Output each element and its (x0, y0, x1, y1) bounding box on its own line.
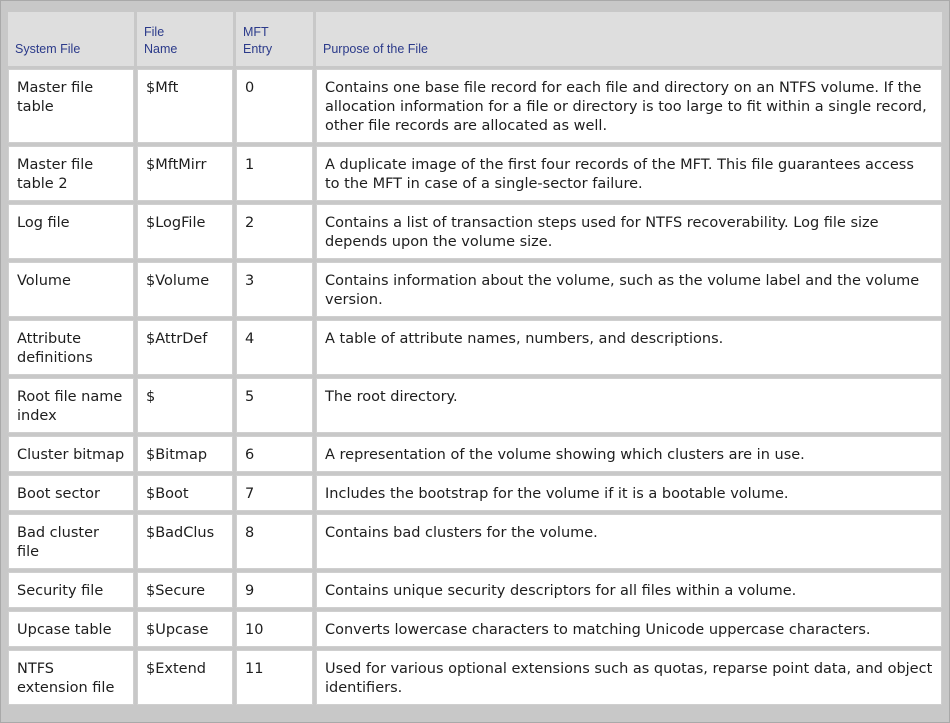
purpose-cell: Contains unique security descriptors for all files within a volume. (316, 572, 942, 608)
file-name-cell: $Extend (137, 650, 233, 705)
system-file-cell: Cluster bitmap (8, 436, 134, 472)
header-purpose: Purpose of the File (316, 12, 942, 66)
mft-entry-cell: 3 (236, 262, 313, 317)
system-file-cell: Root file name index (8, 378, 134, 433)
header-system-file: System File (8, 12, 134, 66)
header-file-name: File Name (137, 12, 233, 66)
purpose-cell: A duplicate image of the first four records of the MFT. This file guarantees access to the MFT in case of a single-sector failure. (316, 146, 942, 201)
purpose-cell: Used for various optional extensions such as quotas, reparse point data, and object identifiers. (316, 650, 942, 705)
system-file-cell: Volume (8, 262, 134, 317)
system-file-cell: Attribute definitions (8, 320, 134, 375)
mft-entry-cell: 4 (236, 320, 313, 375)
purpose-cell: The root directory. (316, 378, 942, 433)
system-file-cell: Upcase table (8, 611, 134, 647)
table-row (8, 475, 942, 511)
table-row (8, 204, 942, 259)
purpose-cell: Contains bad clusters for the volume. (316, 514, 942, 569)
system-file-cell: Bad cluster file (8, 514, 134, 569)
purpose-cell: Contains one base file record for each file and directory on an NTFS volume. If the allocation information for a file or directory is too large to fit within a single record, other file records are allocated as well. (316, 69, 942, 143)
system-file-cell: Master file table (8, 69, 134, 143)
header-mft-entry: MFT Entry (236, 12, 313, 66)
system-file-cell: NTFS extension file (8, 650, 134, 705)
mft-entry-cell: 1 (236, 146, 313, 201)
purpose-cell: Contains information about the volume, such as the volume label and the volume version. (316, 262, 942, 317)
file-name-cell: $Secure (137, 572, 233, 608)
mft-entry-cell: 0 (236, 69, 313, 143)
system-file-cell: Log file (8, 204, 134, 259)
table-row (8, 611, 942, 647)
table-row (8, 650, 942, 705)
table-row (8, 146, 942, 201)
system-file-cell: Boot sector (8, 475, 134, 511)
file-name-cell: $LogFile (137, 204, 233, 259)
table-row (8, 378, 942, 433)
header-row (8, 12, 942, 66)
purpose-cell: Contains a list of transaction steps used for NTFS recoverability. Log file size depends upon the volume size. (316, 204, 942, 259)
table-row (8, 572, 942, 608)
mft-entry-cell: 9 (236, 572, 313, 608)
system-file-cell: Master file table 2 (8, 146, 134, 201)
file-name-cell: $AttrDef (137, 320, 233, 375)
file-name-cell: $ (137, 378, 233, 433)
mft-entry-cell: 5 (236, 378, 313, 433)
table-row (8, 69, 942, 143)
mft-entry-cell: 8 (236, 514, 313, 569)
purpose-cell: Converts lowercase characters to matching Unicode uppercase characters. (316, 611, 942, 647)
table-body (8, 69, 942, 705)
purpose-cell: A table of attribute names, numbers, and descriptions. (316, 320, 942, 375)
purpose-cell: A representation of the volume showing which clusters are in use. (316, 436, 942, 472)
ntfs-system-files-table (5, 9, 945, 708)
table-row (8, 436, 942, 472)
mft-entry-cell: 6 (236, 436, 313, 472)
mft-entry-cell: 7 (236, 475, 313, 511)
table-row (8, 262, 942, 317)
table-row (8, 514, 942, 569)
file-name-cell: $Bitmap (137, 436, 233, 472)
file-name-cell: $Mft (137, 69, 233, 143)
purpose-cell: Includes the bootstrap for the volume if it is a bootable volume. (316, 475, 942, 511)
file-name-cell: $Volume (137, 262, 233, 317)
file-name-cell: $Upcase (137, 611, 233, 647)
mft-entry-cell: 10 (236, 611, 313, 647)
file-name-cell: $MftMirr (137, 146, 233, 201)
mft-entry-cell: 2 (236, 204, 313, 259)
file-name-cell: $Boot (137, 475, 233, 511)
table-row (8, 320, 942, 375)
mft-entry-cell: 11 (236, 650, 313, 705)
file-name-cell: $BadClus (137, 514, 233, 569)
system-file-cell: Security file (8, 572, 134, 608)
